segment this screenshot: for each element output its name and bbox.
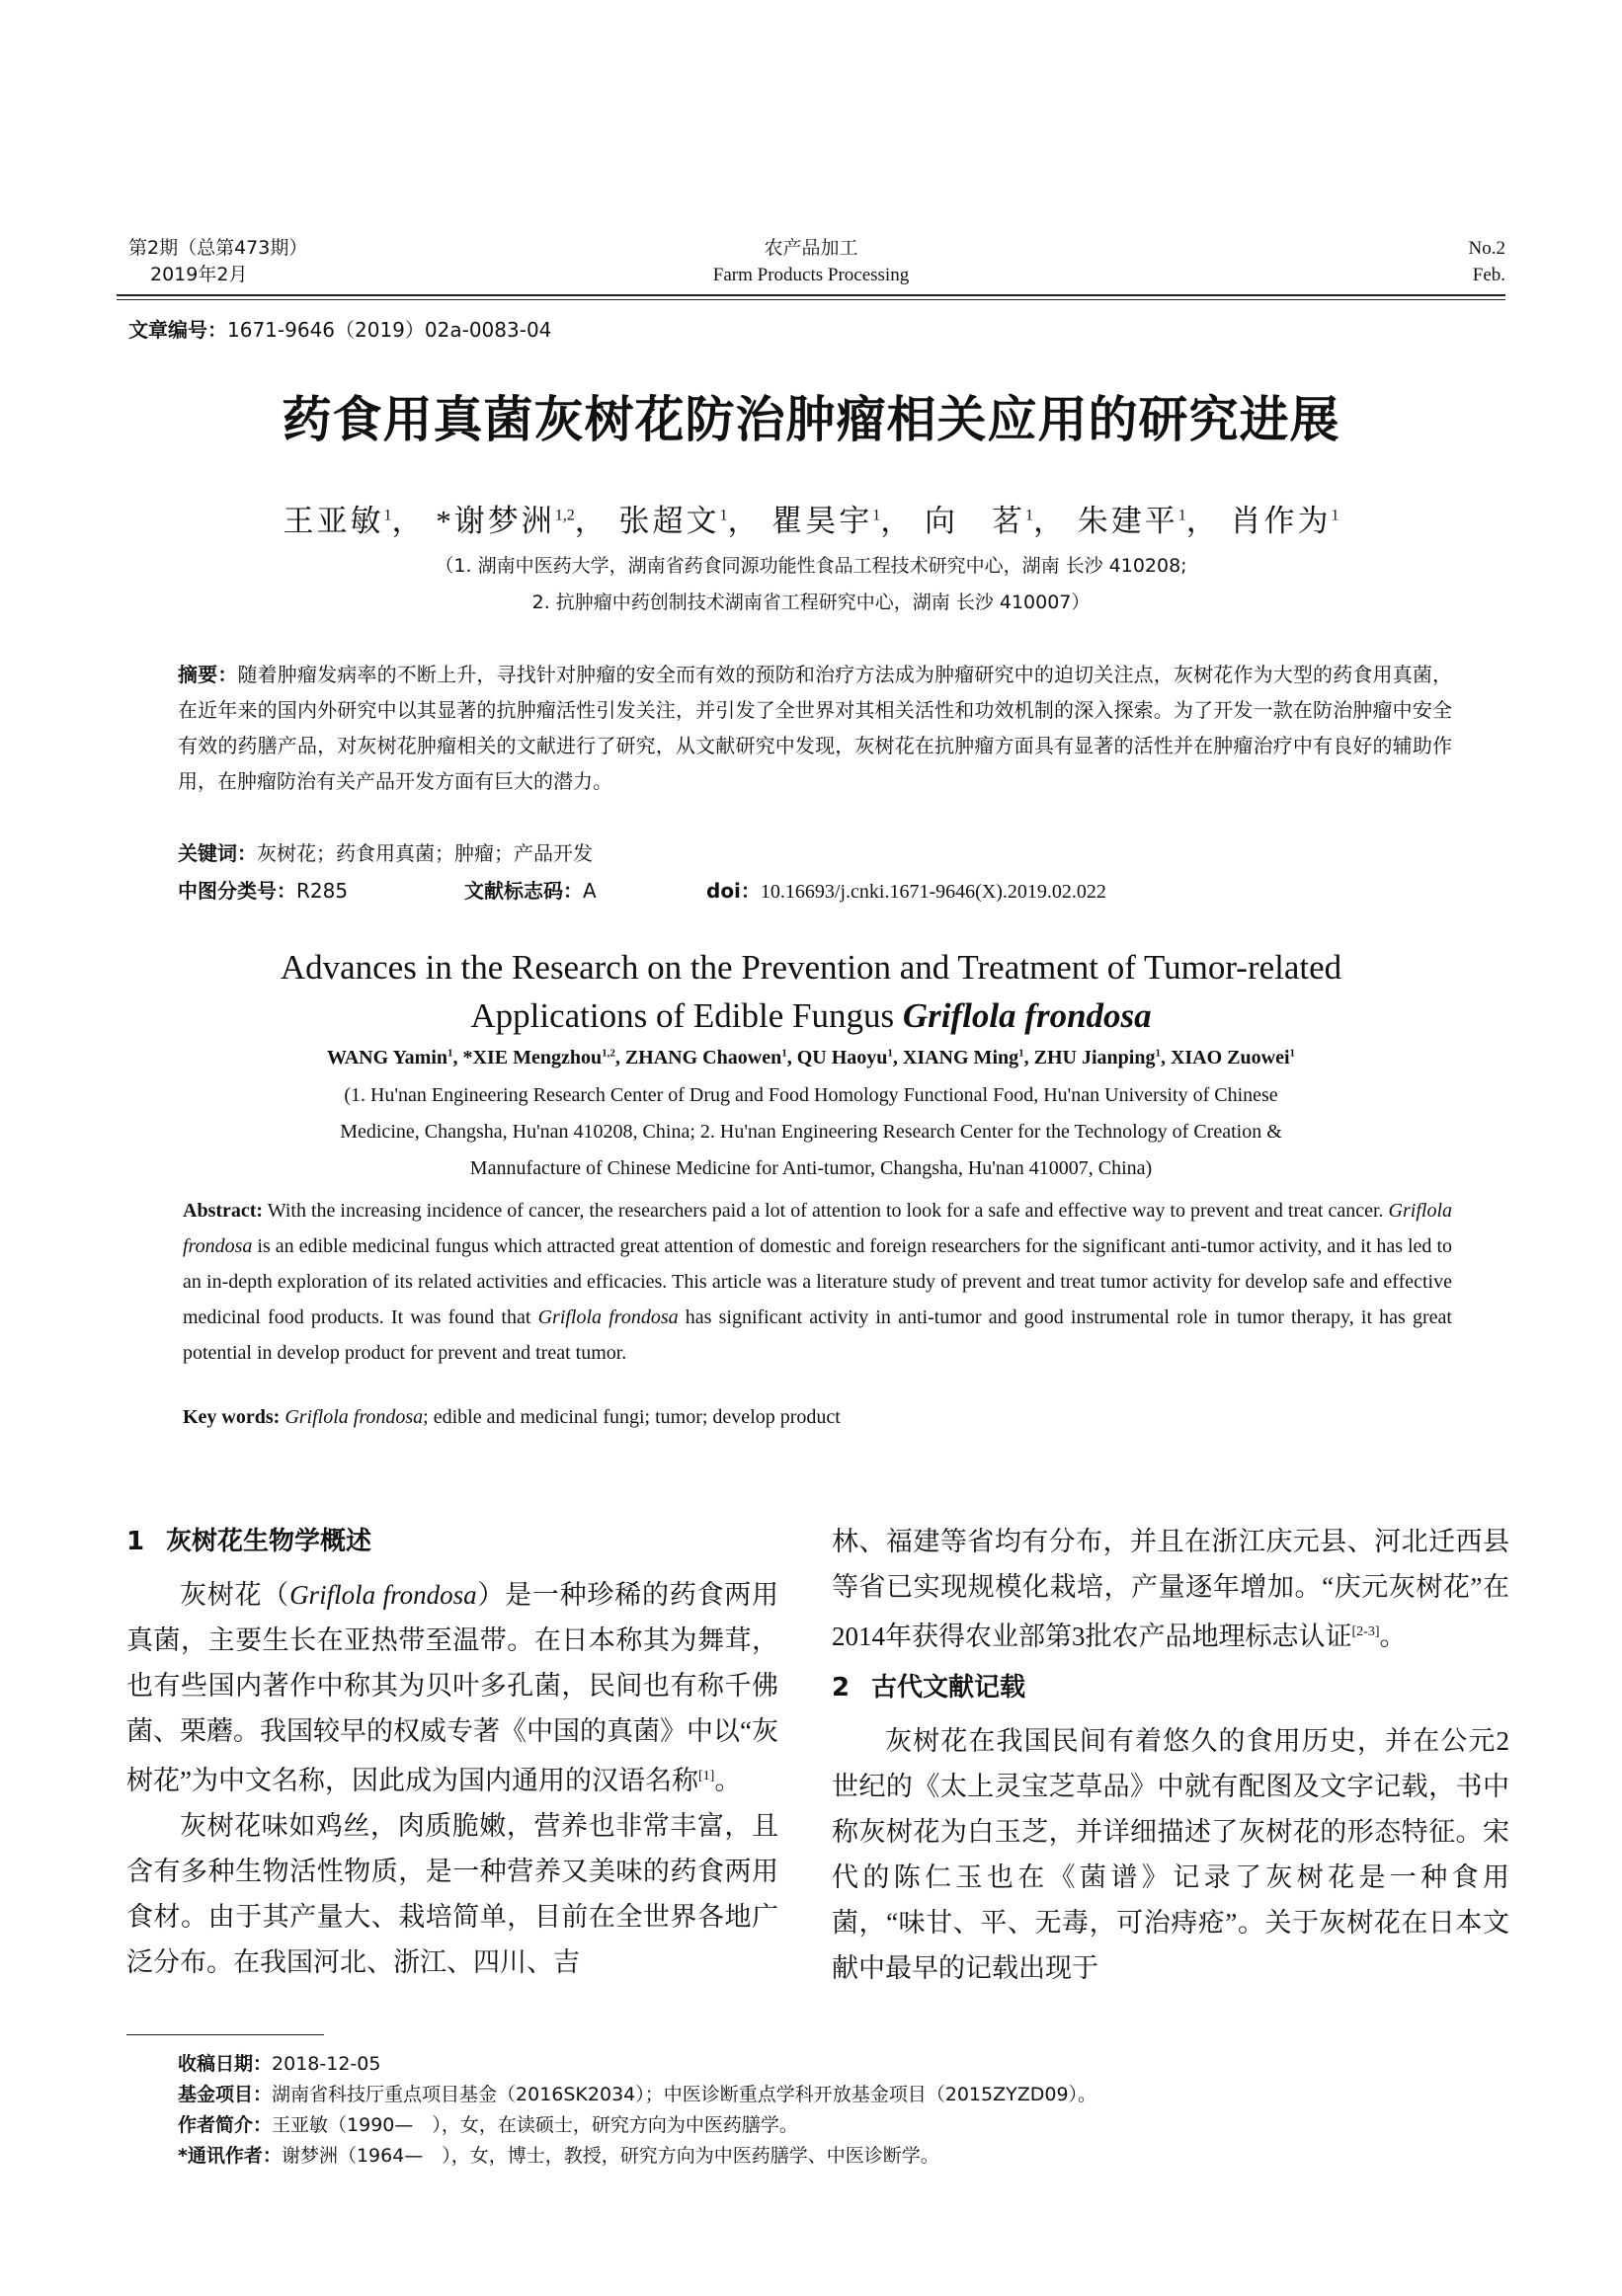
footnote-author-bio: 作者简介：王亚敏（1990— ），女，在读硕士，研究方向为中医药膳学。	[178, 2114, 798, 2136]
author-cn: 朱建平$^1$	[1077, 504, 1186, 538]
author-cn: 向 茗$^1$	[925, 504, 1033, 538]
footnote-corresponding: *通讯作者：谢梦洲（1964— ），女，博士，教授，研究方向为中医药膳学、中医诊断学。	[178, 2145, 939, 2167]
title-en-species: Griflola frondosa	[902, 996, 1152, 1035]
keywords-cn-text: 灰树花；药食用真菌；肿瘤；产品开发	[257, 841, 593, 865]
citation: [1]	[697, 1769, 715, 1783]
body-column-left	[126, 1519, 778, 1985]
author-cn: 张超文$^1$	[618, 504, 728, 538]
abstract-cn	[178, 657, 1452, 799]
paragraph: 林、福建等省均有分布，并且在浙江庆元县、河北迁西县等省已实现规模化栽培，产量逐年增加。“庆元灰树花”在2014年获得农业部第3批农产品地理标志认证[2-3]。	[832, 1527, 1509, 1651]
footnote-funding: 基金项目：湖南省科技厅重点项目基金（2016SK2034）；中医诊断重点学科开放基金项目（2015ZYZD09）。	[178, 2084, 1097, 2105]
affiliation-cn-1: （1. 湖南中医药大学，湖南省药食同源功能性食品工程技术研究中心，湖南 长沙 410208;	[435, 555, 1187, 577]
header-rule-thick	[117, 294, 1505, 296]
header-journal-cn: 农产品加工	[764, 237, 858, 259]
body-column-right	[832, 1519, 1509, 1991]
affiliation-en-3: Mannufacture of Chinese Medicine for Anti-tumor, Changsha, Hu'nan 410007, China)	[469, 1157, 1153, 1179]
footnote-received: 收稿日期：2018-12-05	[178, 2053, 381, 2075]
species-name: Griflola frondosa	[284, 1406, 424, 1428]
species-name: Griflola frondosa	[537, 1306, 679, 1328]
header-journal	[0, 235, 1622, 288]
doi: doi：10.16693/j.cnki.1671-9646(X).2019.02.022	[706, 879, 1106, 903]
clc-number: 中图分类号：R285	[178, 879, 349, 903]
header-journal-en: Farm Products Processing	[712, 265, 910, 285]
section-heading-2: 2 古代文献记载	[832, 1673, 1026, 1702]
title-en-line2: Applications of Edible Fungus Griflola frondosa	[470, 996, 1152, 1035]
author-cn: 肖作为$^1$	[1230, 504, 1339, 538]
article-number-value: 1671-9646（2019）02a-0083-04	[227, 318, 552, 342]
classification-row	[178, 875, 1106, 904]
author-cn: 瞿昊宇$^1$	[771, 504, 881, 538]
abstract-cn-text: 随着肿瘤发病率的不断上升，寻找针对肿瘤的安全而有效的预防和治疗方法成为肿瘤研究中的迫切关注点，灰树花作为大型的药食用真菌，在近年来的国内外研究中以其显著的抗肿瘤活性引发关注，并引发了全世界对其相关活性和功效机制的深入探索。为了开发一款在防治肿瘤中安全有效的药膳产品，对灰树花肿瘤相关的文献进行了研究，从文献研究中发现，灰树花在抗肿瘤方面具有显著的活性并在肿瘤治疗中有良好的辅助作用，在肿瘤防治有关产品开发方面有巨大的潜力。	[178, 663, 1453, 793]
header-date-cn: 2019年2月	[150, 264, 248, 285]
header-issue-no: No.2	[1468, 238, 1505, 259]
affiliation-en-2: Medicine, Changsha, Hu'nan 410208, China; 2. Hu'nan Engineering Research Center for the Technology of Creation &	[340, 1121, 1282, 1143]
article-number	[128, 314, 551, 343]
affiliation-cn-2: 2. 抗肿瘤中药创制技术湖南省工程研究中心，湖南 长沙 410007）	[531, 592, 1091, 613]
affiliation-en-1: (1. Hu'nan Engineering Research Center of Drug and Food Homology Functional Food, Hu'nan University of Chinese	[344, 1084, 1278, 1106]
author-en: WANG Yamin$^1$	[326, 1047, 453, 1069]
footnotes	[178, 2049, 1096, 2172]
keywords-en: Key words: Griflola frondosa; edible and medicinal fungi; tumor; develop product	[183, 1406, 841, 1428]
paragraph: 灰树花在我国民间有着悠久的食用历史，并在公元2世纪的《太上灵宝芝草品》中就有配图及文字记载，书中称灰树花为白玉芝，并详细描述了灰树花的形态特征。宋代的陈仁玉也在《菌谱》记录了灰树花是一种食用菌，“味甘、平、无毒，可治痔疮”。关于灰树花在日本文献中最早的记载出现于	[832, 1726, 1509, 1983]
author-en: ZHU Jianping$^1$	[1033, 1047, 1161, 1069]
author-cn: *谢梦洲$^{1,2}$	[436, 504, 575, 538]
author-en: *XIE Mengzhou$^{1,2}$	[462, 1047, 615, 1069]
citation: [2-3]	[1351, 1624, 1380, 1639]
keywords-cn-label: 关键词：	[178, 841, 257, 865]
header-issue-en	[1469, 235, 1505, 288]
document-code: 文献标志码：A	[464, 879, 597, 903]
author-en: XIAO Zuowei$^1$	[1170, 1047, 1296, 1069]
abstract-en-label: Abstract:	[183, 1200, 264, 1222]
article-number-label: 文章编号：	[128, 318, 227, 342]
authors-cn: 王亚敏$^1$， *谢梦洲$^{1,2}$， 张超文$^1$， 瞿昊宇$^1$， 向 茗$^1$， 朱建平$^1$， 肖作为$^1$	[283, 504, 1339, 538]
author-cn: 王亚敏$^1$	[283, 504, 392, 538]
title-cn: 药食用真菌灰树花防治肿瘤相关应用的研究进展	[282, 391, 1340, 448]
header-issue-cn: 第2期（总第473期）	[128, 237, 308, 259]
section-heading-1: 1 灰树花生物学概述	[126, 1527, 372, 1556]
author-en: ZHANG Chaowen$^1$	[624, 1047, 787, 1069]
header-month: Feb.	[1472, 265, 1505, 285]
paragraph: 灰树花（Griflola frondosa）是一种珍稀的药食两用真菌，主要生长在亚热带至温带。在日本称其为舞茸，也有些国内著作中称其为贝叶多孔菌，民间也有称千佛菌、栗蘑。我国较早的权威专著《中国的真菌》中以“灰树花”为中文名称，因此成为国内通用的汉语名称[1]。	[126, 1580, 779, 1795]
paragraph: 灰树花味如鸡丝，肉质脆嫩，营养也非常丰富，且含有多种生物活性物质，是一种营养又美味的药食两用食材。由于其产量大、栽培简单，目前在全世界各地广泛分布。在我国河北、浙江、四川、吉	[126, 1811, 778, 1977]
keywords-en-label: Key words:	[183, 1406, 281, 1428]
author-en: XIANG Ming$^1$	[902, 1047, 1024, 1069]
title-en-line1: Advances in the Research on the Prevention and Treatment of Tumor-related	[280, 948, 1342, 987]
author-en: QU Haoyu$^1$	[796, 1047, 893, 1069]
abstract-en: Abstract: With the increasing incidence of cancer, the researchers paid a lot of attention to look for a safe and effective way to prevent and treat cancer. Griflola frondosa is an edible medicinal fungus which attracted great attention of domestic and foreign researchers for the significant anti-tumor activity, and it has led to an in-depth exploration of its related activities and efficacies. This article was a literature study of prevent and treat tumor activity for develop safe and effective medicinal food products. It was found that Griflola frondosa has significant activity in anti-tumor and good instrumental role in tumor therapy, it has great potential in develop product for prevent and treat tumor.	[183, 1200, 1452, 1364]
authors-en: WANG Yamin$^1$, *XIE Mengzhou$^{1,2}$, ZHANG Chaowen$^1$, QU Haoyu$^1$, XIANG Ming$^1$, ZHU Jianping$^1$, XIAO Zuowei$^1$	[326, 1047, 1296, 1069]
footnote-rule	[126, 2034, 324, 2035]
keywords-cn	[178, 837, 1452, 866]
species-name: Griflola frondosa	[183, 1200, 1452, 1257]
header-rule-thin	[117, 299, 1505, 300]
abstract-cn-label: 摘要：	[178, 663, 238, 686]
title-en	[0, 943, 1622, 1040]
